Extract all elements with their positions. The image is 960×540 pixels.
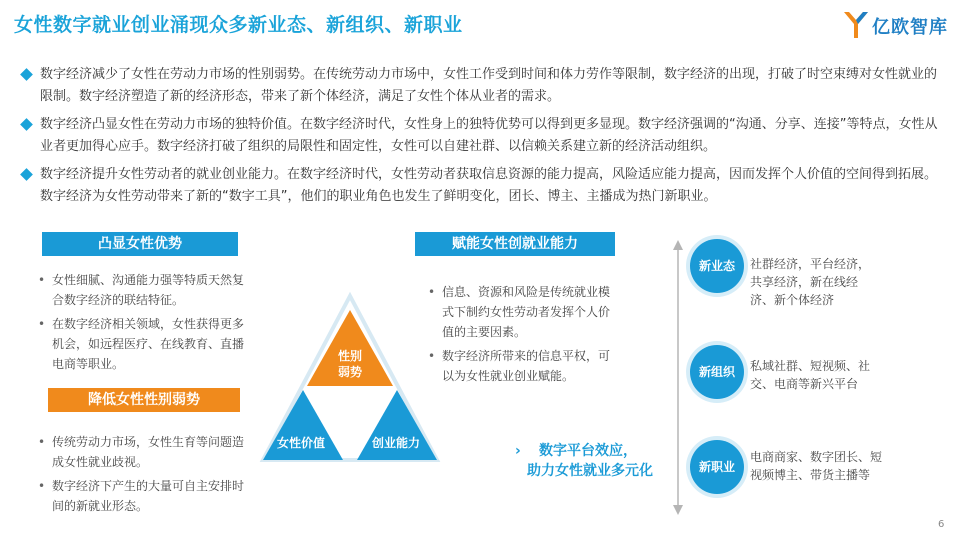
triangle-right-label: 创业能力	[371, 436, 421, 450]
effect-line-1: 数字平台效应，	[539, 443, 637, 459]
yiou-logo-icon	[842, 10, 870, 40]
triangle-top-label-2: 弱势	[337, 365, 363, 379]
diamond-bullet-icon	[20, 118, 33, 131]
triangle-left-label: 女性价值	[276, 436, 326, 450]
circle-new-business: 新业态	[690, 239, 744, 293]
list-item: • 女性细腻、沟通能力强等特质天然复合数字经济的联结特征。	[36, 270, 246, 310]
circle-new-profession: 新职业	[690, 440, 744, 494]
bullet-text: 数字经济提升女性劳动者的就业创业能力。在数字经济时代，女性劳动者获取信息资源的能力提高，风险适应能力提高，因而发挥个人价值的空间得到拓展。数字经济为女性劳动带来了新的“数字工具”，他们的职业角色也发生了鲜明变化，团长、博主、主播成为热门新职业。	[40, 167, 938, 204]
triangle-diagram	[255, 290, 445, 470]
bullet-list	[22, 64, 942, 214]
brand-logo	[842, 10, 952, 40]
triangle-top-label-1: 性别	[337, 349, 363, 363]
list-item: • 信息、资源和风险是传统就业模式下制约女性劳动者发挥个人价值的主要因素。	[426, 282, 616, 342]
arrow-down-icon	[673, 505, 683, 515]
list-item: • 数字经济下产生的大量可自主安排时间的新就业形态。	[36, 476, 246, 516]
vertical-arrow	[670, 240, 686, 515]
list-item: • 传统劳动力市场，女性生育等问题造成女性就业歧视。	[36, 432, 246, 472]
circle-new-profession-text: 电商商家、数字团长、短视频博主、带货主播等	[750, 450, 883, 482]
bullet-text: 数字经济减少了女性在劳动力市场的性别弱势。在传统劳动力市场中，女性工作受到时间和体力劳作等限制，数字经济的出现，打破了时空束缚对女性就业的限制。数字经济塑造了新的经济形态，带来了新个体经济，满足了女性个体从业者的需求。	[40, 67, 938, 104]
bullet-item	[22, 64, 942, 108]
circle-new-organization: 新组织	[690, 345, 744, 399]
header-empower-ability: 赋能女性创就业能力	[415, 232, 615, 256]
left-top-list	[36, 270, 246, 378]
header-reduce-gender-weakness: 降低女性性别弱势	[48, 388, 240, 412]
circle-new-organization-text: 私域社群、短视频、社交、电商等新兴平台	[750, 359, 871, 391]
arrow-up-icon	[673, 240, 683, 250]
list-item: • 在数字经济相关领域，女性获得更多机会，如远程医疗、在线教育、直播电商等职业。	[36, 314, 246, 374]
page-number: 6	[938, 519, 945, 530]
header-highlight-advantage: 凸显女性优势	[42, 232, 238, 256]
page-title: 女性数字就业创业涌现众多新业态、新组织、新职业	[14, 14, 463, 36]
logo-text: 亿欧智库	[872, 17, 948, 38]
circle-new-business-text: 社群经济，平台经济，共享经济，新在线经济、新个体经济	[750, 257, 871, 307]
diamond-bullet-icon	[20, 168, 33, 181]
list-item: • 数字经济所带来的信息平权，可以为女性就业创业赋能。	[426, 346, 616, 386]
middle-list	[426, 282, 616, 390]
bullet-text: 数字经济凸显女性在劳动力市场的独特价值。在数字经济时代，女性身上的独特优势可以得到更多显现。数字经济强调的“沟通、分享、连接”等特点，女性从业者更加得心应手。数字经济打破了组织的局限性和固定性，女性可以自建社群、以信赖关系建立新的经济活动组织。	[40, 117, 938, 154]
left-bottom-list	[36, 432, 246, 520]
diamond-bullet-icon	[20, 68, 33, 81]
effect-line-2: 助力女性就业多元化	[527, 463, 653, 479]
bullet-item	[22, 114, 942, 158]
bullet-item	[22, 164, 942, 208]
chevron-right-icon: ›	[515, 443, 521, 459]
